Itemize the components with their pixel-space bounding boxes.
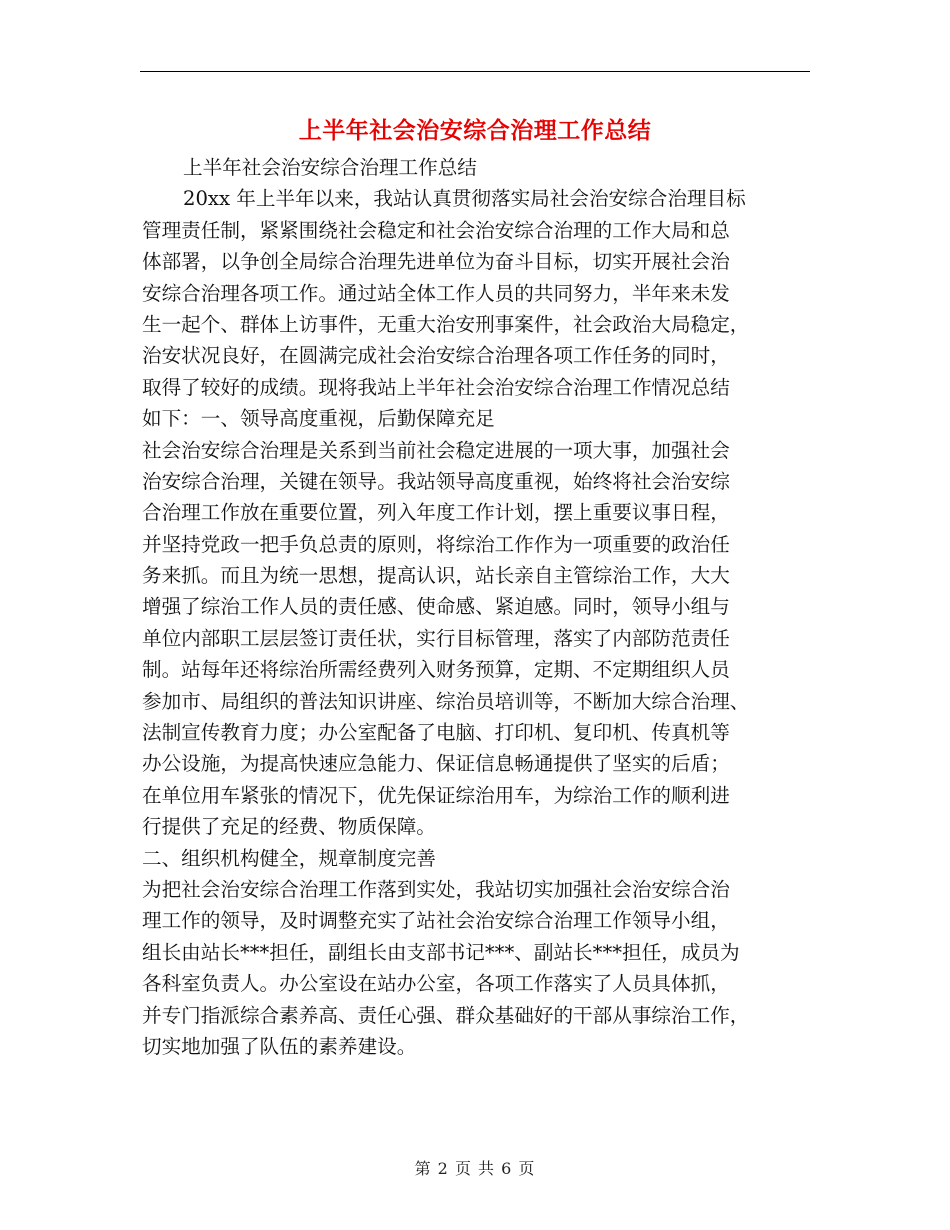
body-line: 组长由站长***担任，副组长由支部书记***、副站长***担任，成员为: [142, 940, 740, 964]
document-title: 上半年社会治安综合治理工作总结: [298, 117, 652, 144]
body-line: 务来抓。而且为统一思想，提高认识，站长亲自主管综治工作，大大: [142, 564, 730, 588]
body-line: 在单位用车紧张的情况下，优先保证综治用车，为综治工作的顺利进: [142, 783, 730, 807]
body-line: 并坚持党政一把手负总责的原则，将综治工作作为一项重要的政治任: [142, 532, 730, 556]
body-line: 增强了综治工作人员的责任感、使命感、紧迫感。同时，领导小组与: [142, 595, 730, 619]
body-line: 社会治安综合治理是关系到当前社会稳定进展的一项大事，加强社会: [142, 438, 730, 462]
body-line: 体部署，以争创全局综合治理先进单位为奋斗目标，切实开展社会治: [142, 250, 730, 274]
body-line: 并专门指派综合素养高、责任心强、群众基础好的干部从事综治工作，: [142, 1003, 750, 1027]
body-line: 法制宣传教育力度；办公室配备了电脑、打印机、复印机、传真机等: [142, 721, 730, 745]
body-line: 如下：一、领导高度重视，后勤保障充足: [142, 407, 495, 431]
body-line: 安综合治理各项工作。通过站全体工作人员的共同努力，半年来未发: [142, 281, 730, 305]
header-rule: [140, 71, 810, 72]
body-line: 上半年社会治安综合治理工作总结: [183, 156, 477, 179]
body-line: 管理责任制，紧紧围绕社会稳定和社会治安综合治理的工作大局和总: [142, 218, 730, 242]
document-body: [142, 152, 812, 1062]
body-line: 为把社会治安综合治理工作落到实处，我站切实加强社会治安综合治: [142, 877, 730, 901]
body-line: 办公设施，为提高快速应急能力、保证信息畅通提供了坚实的后盾；: [142, 752, 730, 776]
page-number: 第 2 页 共 6 页: [414, 1159, 536, 1178]
body-line: 20xx 年上半年以来，我站认真贯彻落实局社会治安综合治理目标: [183, 187, 746, 211]
body-line: 合治理工作放在重要位置，列入年度工作计划，摆上重要议事日程，: [142, 501, 730, 525]
body-line: 切实地加强了队伍的素养建设。: [142, 1034, 417, 1058]
body-line: 治安综合治理，关键在领导。我站领导高度重视，始终将社会治安综: [142, 469, 730, 493]
body-line: 制。站每年还将综治所需经费列入财务预算，定期、不定期组织人员: [142, 658, 730, 682]
body-line: 生一起个、群体上访事件，无重大治安刑事案件，社会政治大局稳定，: [142, 312, 750, 336]
body-line: 参加市、局组织的普法知识讲座、综治员培训等，不断加大综合治理、: [142, 689, 750, 713]
body-line: 二、组织机构健全，规章制度完善: [142, 846, 436, 870]
body-line: 行提供了充足的经费、物质保障。: [142, 815, 436, 839]
body-line: 取得了较好的成绩。现将我站上半年社会治安综合治理工作情况总结: [142, 375, 730, 399]
body-line: 各科室负责人。办公室设在站办公室，各项工作落实了人员具体抓，: [142, 972, 730, 996]
body-line: 治安状况良好，在圆满完成社会治安综合治理各项工作任务的同时，: [142, 344, 730, 368]
body-line: 理工作的领导，及时调整充实了站社会治安综合治理工作领导小组，: [142, 909, 730, 933]
body-line: 单位内部职工层层签订责任状，实行目标管理，落实了内部防范责任: [142, 626, 730, 650]
